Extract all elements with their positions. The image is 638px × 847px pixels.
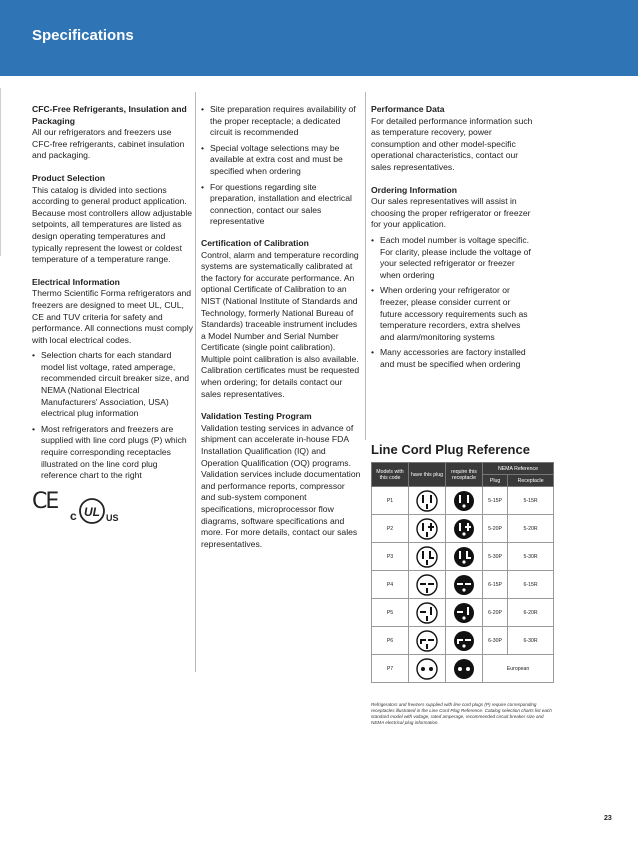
- list-item: • Most refrigerators and freezers are supplied with line cord plugs (P) which require corresponding receptacles illustrated on the line cord plug reference chart to the right: [32, 424, 194, 482]
- nema-plug: 5-15P: [483, 487, 508, 515]
- page-title: Specifications: [32, 27, 134, 44]
- plug-european-icon: [409, 655, 446, 683]
- column-divider-2: [365, 92, 366, 440]
- section-performance-data: [371, 104, 533, 174]
- table-row: [372, 655, 554, 683]
- table-row: [372, 487, 554, 515]
- receptacle-european-icon: [446, 655, 483, 683]
- row-code: P4: [372, 571, 409, 599]
- section-validation: [201, 411, 361, 550]
- header-receptacle: require this receptacle: [446, 463, 483, 487]
- section-heading: CFC-Free Refrigerants, Insulation and Packaging: [32, 104, 187, 126]
- certification-logos: [32, 488, 194, 524]
- section-certification: [201, 238, 361, 400]
- list-item: • When ordering your refrigerator or freezer, please consider current or future accessory requirements such as temperature recorders, extra shelves and alarm/monitoring systems: [371, 285, 533, 343]
- nema-receptacle: 5-15R: [508, 487, 554, 515]
- nema-receptacle: 6-15R: [508, 571, 554, 599]
- nema-plug: 6-30P: [483, 627, 508, 655]
- cul-us-logo: [68, 496, 132, 526]
- receptacle-6-30-icon: [446, 627, 483, 655]
- section-body: For detailed performance information such as temperature recovery, power consumption and other model-specific operational characteristics, contact our sales representatives.: [371, 115, 533, 172]
- section-body: Validation testing services in advance of shipment can accelerate in-house FDA Installation Qualification (IQ) and Operation Qualification (OQ) programs. Validation services include documentation and performance reports, compressor and sub-system component specifications, microprocessor flow diagrams, software specifications and more. For more details, contact our sales representatives.: [201, 422, 361, 549]
- plug-6-15-icon: [409, 571, 446, 599]
- header-nema-plug: Plug: [483, 475, 508, 487]
- plug-5-20-icon: [409, 515, 446, 543]
- section-heading: Ordering Information: [371, 184, 457, 195]
- nema-receptacle: 6-30R: [508, 627, 554, 655]
- section-heading: Certification of Calibration: [201, 237, 309, 248]
- table-row: [372, 543, 554, 571]
- table-row: [372, 627, 554, 655]
- list-item: • Many accessories are factory installed and must be specified when ordering: [371, 347, 533, 370]
- european-label: European: [483, 655, 554, 683]
- column-2: [201, 104, 361, 561]
- section-body: Our sales representatives will assist in choosing the proper refrigerator or freezer for your application.: [371, 196, 531, 230]
- nema-receptacle: 6-20R: [508, 599, 554, 627]
- list-item: • For questions regarding site preparation, installation and electrical connection, contact our sales representative: [201, 182, 361, 228]
- receptacle-5-15-icon: [446, 487, 483, 515]
- page-number: 23: [604, 815, 612, 822]
- section-product-selection: [32, 173, 194, 266]
- cul-ul-text: UL: [84, 504, 100, 519]
- row-code: P1: [372, 487, 409, 515]
- row-code: P7: [372, 655, 409, 683]
- row-code: P5: [372, 599, 409, 627]
- nema-plug: 6-15P: [483, 571, 508, 599]
- section-body: Thermo Scientific Forma refrigerators and freezers are designed to meet UL, CUL, CE and TUV criteria for safety and performance. All connections must comply with local electrical codes.: [32, 288, 193, 345]
- section-heading: Performance Data: [371, 104, 445, 114]
- list-item: • Each model number is voltage specific. For clarity, please include the voltage of your selected refrigerator or freezer when ordering: [371, 235, 533, 281]
- nema-receptacle: 5-20R: [508, 515, 554, 543]
- bullet-list: [371, 235, 533, 371]
- list-item: • Selection charts for each standard model list voltage, rated amperage, recommended circuit breaker size, and NEMA (National Electrical Manufacturers' Association, USA) electrical plug information: [32, 350, 194, 420]
- receptacle-5-30-icon: [446, 543, 483, 571]
- receptacle-6-20-icon: [446, 599, 483, 627]
- cul-c-text: c: [70, 508, 77, 523]
- column-divider-1: [195, 92, 196, 672]
- section-heading: Product Selection: [32, 172, 106, 183]
- section-cfc-free: [32, 104, 194, 162]
- section-body: Control, alarm and temperature recording systems are systematically calibrated at the factory for accurate performance. An optional Certificate of Calibration to an NIST (National Institute of Standards and Technology, formerly National Bureau of Standards) traceable instrument includes a Model Number and Serial Number Certificate (single point calibration). Multiple point calibration is also available. Calibration certificates must be requested when ordering; for details contact our sales representatives.: [201, 249, 360, 399]
- header-nema: NEMA Reference: [483, 463, 554, 475]
- ce-mark-logo: CE: [32, 488, 58, 514]
- nema-receptacle: 5-30R: [508, 543, 554, 571]
- section-electrical-information: [32, 277, 194, 482]
- header-plug: have this plug: [409, 463, 446, 487]
- list-item: • Site preparation requires availability of the proper receptacle; a dedicated circuit is recommended: [201, 104, 361, 139]
- plug-6-20-icon: [409, 599, 446, 627]
- section-heading: Electrical Information: [32, 276, 120, 287]
- page-header: [0, 0, 638, 76]
- section-ordering-information: [371, 185, 533, 371]
- nema-plug: 6-20P: [483, 599, 508, 627]
- receptacle-5-20-icon: [446, 515, 483, 543]
- receptacle-6-15-icon: [446, 571, 483, 599]
- plug-reference-footnote: Refrigerators and freezers supplied with line cord plugs (P) require corresponding receptacles illustrated in the Line Cord Plug Reference. Catalog selection charts list each standard model with voltage, rated amperage, recommended circuit breaker size and NEMA electrical plug information.: [371, 702, 552, 725]
- header-nema-receptacle: Receptacle: [508, 475, 554, 487]
- nema-plug: 5-30P: [483, 543, 508, 571]
- row-code: P6: [372, 627, 409, 655]
- table-row: [372, 599, 554, 627]
- table-row: [372, 571, 554, 599]
- header-models: Models with this code: [372, 463, 409, 487]
- bullet-list: [201, 104, 361, 228]
- plug-reference-table: [371, 462, 554, 683]
- row-code: P3: [372, 543, 409, 571]
- cul-us-text: US: [106, 512, 119, 523]
- column-3: [371, 104, 533, 381]
- column-1: [32, 104, 194, 524]
- section-body: All our refrigerators and freezers use CFC-free refrigerants, cabinet insulation and packaging.: [32, 127, 185, 161]
- plug-5-15-icon: [409, 487, 446, 515]
- plug-5-30-icon: [409, 543, 446, 571]
- row-code: P2: [372, 515, 409, 543]
- table-header-row: [372, 463, 554, 475]
- plug-6-30-icon: [409, 627, 446, 655]
- margin-rule: [0, 88, 1, 256]
- table-row: [372, 515, 554, 543]
- nema-plug: 5-20P: [483, 515, 508, 543]
- bullet-list: [32, 350, 194, 482]
- plug-reference-title: Line Cord Plug Reference: [371, 442, 530, 457]
- list-item: • Special voltage selections may be available at extra cost and must be specified when ordering: [201, 143, 361, 178]
- section-body: This catalog is divided into sections according to general product application. Because most controllers allow adjustable setpoints, all temperatures are listed as design operating temperatures and typically represent the lowest or coldest temperature of a temperature range.: [32, 184, 193, 265]
- section-heading: Validation Testing Program: [201, 411, 312, 422]
